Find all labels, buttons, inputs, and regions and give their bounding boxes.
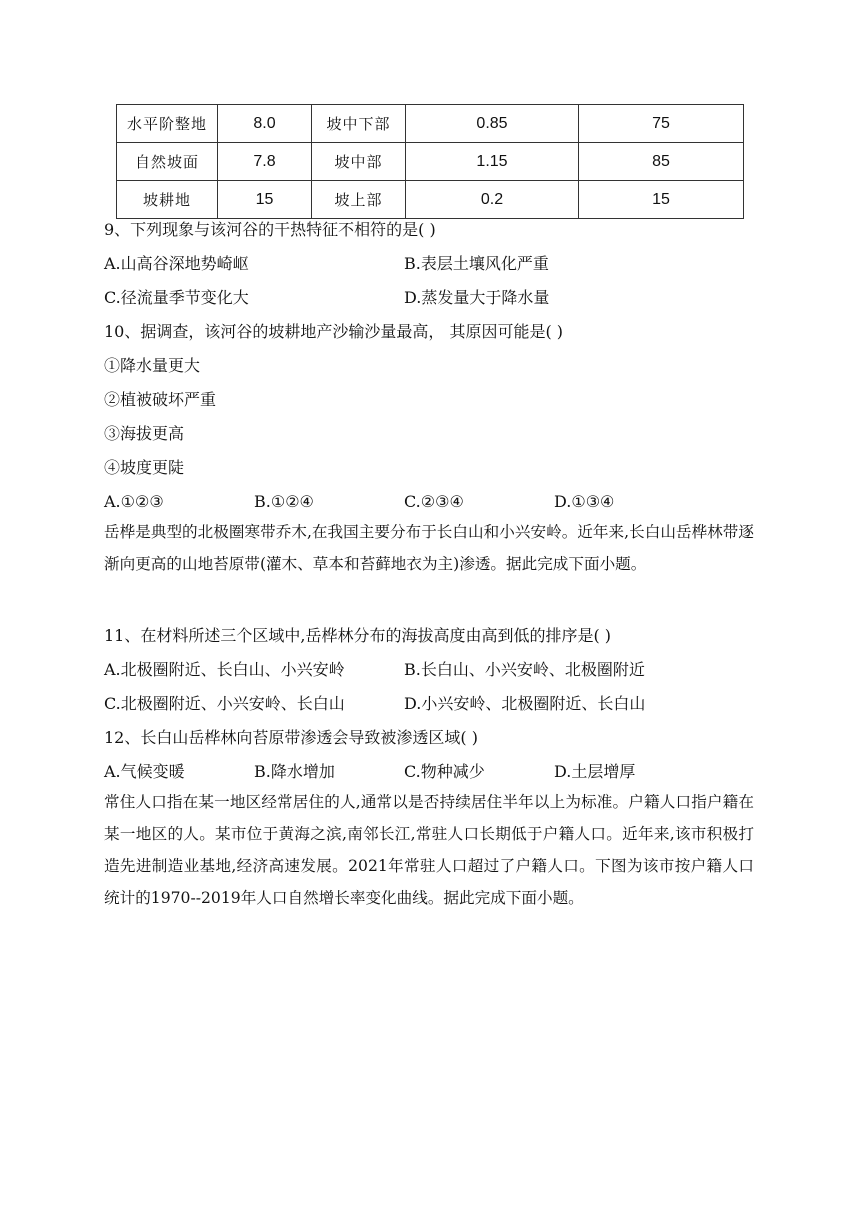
q11-option-a: A.北极圈附近、长白山、小兴安岭 (104, 660, 345, 679)
q10-item-3: ③海拔更高 (104, 424, 185, 443)
table-cell: 7.8 (218, 143, 312, 181)
q10-stem: 10、据调查，该河谷的坡耕地产沙输沙量最高， 其原因可能是( ) (104, 322, 564, 341)
q11-option-c: C.北极圈附近、小兴安岭、长白山 (104, 694, 345, 713)
q10-option-a: A.①②③ (104, 492, 164, 511)
q11-stem: 11、在材料所述三个区域中,岳桦林分布的海拔高度由高到低的排序是( ) (104, 626, 612, 645)
table-cell: 75 (579, 105, 744, 143)
q12-option-a: A.气候变暖 (104, 762, 185, 781)
q10-option-c: C.②③④ (404, 492, 464, 511)
passage-birch: 岳桦是典型的北极圈寒带乔木,在我国主要分布于长白山和小兴安岭。近年来,长白山岳桦林带逐渐向更高的山地苔原带(灌木、草本和苔藓地衣为主)渗透。据此完成下面小题。 (104, 523, 754, 573)
table-cell: 8.0 (218, 105, 312, 143)
table-cell: 坡耕地 (117, 181, 218, 219)
q12-option-c: C.物种减少 (404, 762, 485, 781)
q9-option-a: A.山高谷深地势崎岖 (104, 254, 249, 273)
q12-option-d: D.土层增厚 (554, 762, 636, 781)
table-row (117, 181, 744, 219)
data-table (116, 104, 744, 219)
table-cell: 1.15 (406, 143, 579, 181)
table-cell: 坡中下部 (312, 105, 406, 143)
q9-option-c: C.径流量季节变化大 (104, 288, 249, 307)
q10-item-1: ①降水量更大 (104, 356, 201, 375)
table-cell: 15 (218, 181, 312, 219)
table-cell: 85 (579, 143, 744, 181)
q10-item-2: ②植被破坏严重 (104, 390, 217, 409)
table-cell: 坡中部 (312, 143, 406, 181)
passage-population: 常住人口指在某一地区经常居住的人,通常以是否持续居住半年以上为标准。户籍人口指户籍在某一地区的人。某市位于黄海之滨,南邻长江,常驻人口长期低于户籍人口。近年来,该市积极打造先进制造业基地,经济高速发展。2021年常驻人口超过了户籍人口。下图为该市按户籍人口统计的1970--2019年人口自然增长率变化曲线。据此完成下面小题。 (104, 793, 754, 907)
q12-option-b: B.降水增加 (254, 762, 335, 781)
table-row (117, 105, 744, 143)
q9-stem: 9、下列现象与该河谷的干热特征不相符的是( ) (104, 220, 436, 239)
table-cell: 15 (579, 181, 744, 219)
table-cell: 0.85 (406, 105, 579, 143)
q10-item-4: ④坡度更陡 (104, 458, 185, 477)
table-cell: 0.2 (406, 181, 579, 219)
table-cell: 坡上部 (312, 181, 406, 219)
table-cell: 水平阶整地 (117, 105, 218, 143)
q11-option-b: B.长白山、小兴安岭、北极圈附近 (404, 660, 645, 679)
table-cell: 自然坡面 (117, 143, 218, 181)
q10-option-d: D.①③④ (554, 492, 615, 511)
table-row (117, 143, 744, 181)
q12-stem: 12、长白山岳桦林向苔原带渗透会导致被渗透区域( ) (104, 728, 478, 747)
q9-option-d: D.蒸发量大于降水量 (404, 288, 550, 307)
q10-option-b: B.①②④ (254, 492, 314, 511)
q9-option-b: B.表层土壤风化严重 (404, 254, 549, 273)
q11-option-d: D.小兴安岭、北极圈附近、长白山 (404, 694, 646, 713)
